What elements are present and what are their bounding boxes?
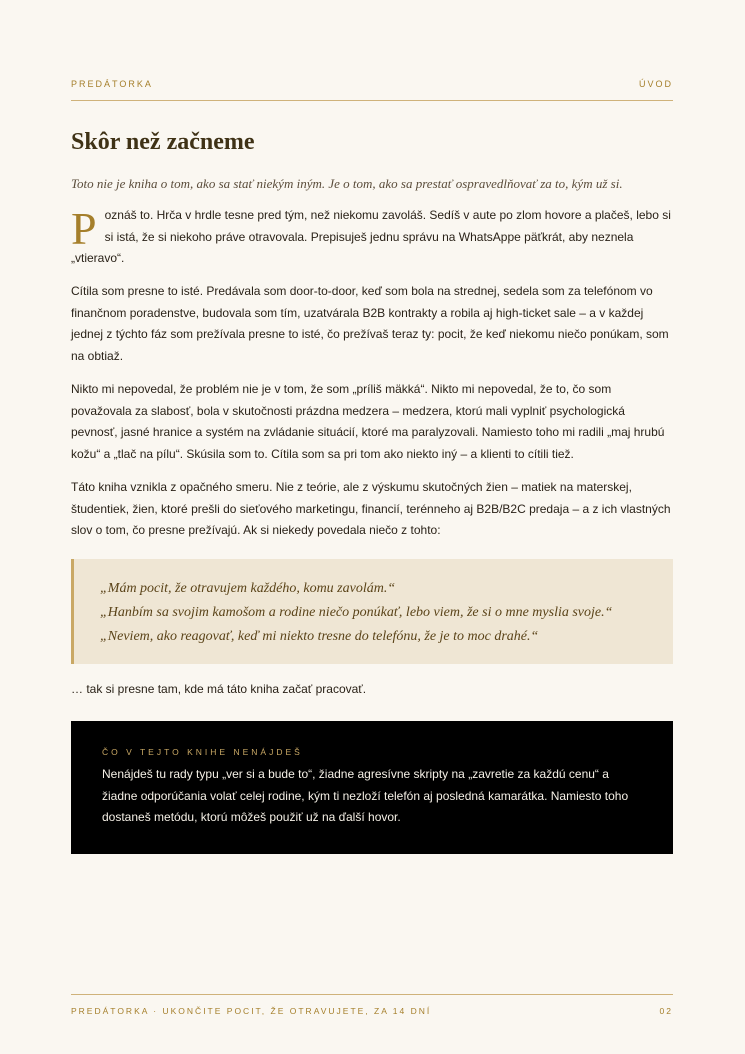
running-header — [71, 79, 673, 89]
quote-line: „Hanbím sa svojim kamošom a rodine niečo ponúkať, lebo viem, že si o mne myslia svoje.“ — [100, 605, 613, 620]
quote-line: „Mám pocit, že otravujem každého, komu zavolám.“ — [100, 581, 396, 596]
transition-sentence: … tak si presne tam, kde má táto kniha začať pracovať. — [71, 682, 367, 696]
book-page — [71, 0, 673, 1054]
drop-cap: P — [71, 203, 97, 254]
paragraph-1 — [71, 205, 673, 270]
paragraph-3: Nikto mi nepovedal, že problém nie je v tom, že som „príliš mäkká“. Nikto mi nepovedal, že to, čo som považovala za slabosť, bola v skutočnosti prázdna medzera – medzera, ktorú mali vyplniť psychologická pevnosť, jasné hranice a systém na zvládanie situácií, ktoré ma paralyzovali. Namiesto toho mi radili „maj hrubú kožu“ a „tlač na pílu“. Skúsila som to. Cítila som sa pri tom ako niekto iný – a klienti to cítili tiež. — [71, 382, 665, 461]
paragraph-4: Táto kniha vznikla z opačného smeru. Nie z teórie, ale z výskumu skutočných žien – matiek na materskej, študentiek, žien, ktoré prešli do sieťového marketingu, financií, terénneho aj B2B/B2C predaja – a z ich vlastných slov o tom, čo presne prežívajú. Ak si niekedy povedala niečo z tohto: — [71, 480, 671, 538]
footer-divider — [71, 994, 673, 995]
chapter-title: Skôr než začneme — [71, 129, 255, 155]
paragraph-2: Cítila som presne to isté. Predávala som door-to-door, keď som bola na strednej, sedela som za telefónom vo finančnom poradenstve, budovala som tím, uzatvárala B2B kontrakty a robila aj high-ticket sale – a v každej jednej z týchto fáz som prežívala presne to isté, čo prežívaš teraz ty: pocit, že keď niekomu niečo ponúkam, som na obtiaž. — [71, 284, 669, 364]
chapter-subtitle: Toto nie je kniha o tom, ako sa stať niekým iným. Je o tom, ako sa prestať ospravedlňovať za to, kým už si. — [71, 176, 623, 191]
pull-quote-block — [71, 559, 673, 664]
paragraph-1-text: oznáš to. Hrča v hrdle tesne pred tým, než niekomu zavoláš. Sedíš v aute po zlom hovore a plačeš, lebo si si istá, že si niekoho práve otravovala. Prepisuješ jednu správu na WhatsAppe päťkrát, aby neznela „vtieravo“. — [71, 208, 671, 266]
footer-book-title: PREDÁTORKA · UKONČITE POCIT, ŽE OTRAVUJETE, ZA 14 DNÍ — [71, 1006, 432, 1016]
header-divider — [71, 100, 673, 101]
callout-text: Nenájdeš tu rady typu „ver si a bude to“, žiadne agresívne skripty na „zavretie za každú cenu“ a žiadne odporúčania volať celej rodine, kým ti nezloží telefón aj posledná kamarátka. Namiesto toho dostaneš metódu, ktorú môžeš použiť už na ďalší hovor. — [102, 767, 629, 824]
page-number: 02 — [659, 1006, 673, 1016]
header-book-title: PREDÁTORKA — [71, 79, 153, 89]
header-chapter-name: ÚVOD — [638, 79, 673, 89]
running-footer — [71, 1006, 673, 1016]
chapter-body — [71, 205, 673, 553]
callout-box — [71, 721, 673, 854]
quote-line: „Neviem, ako reagovať, keď mi niekto tresne do telefónu, že je to moc drahé.“ — [100, 629, 539, 644]
callout-label: ČO V TEJTO KNIHE NENÁJDEŠ — [102, 747, 303, 757]
